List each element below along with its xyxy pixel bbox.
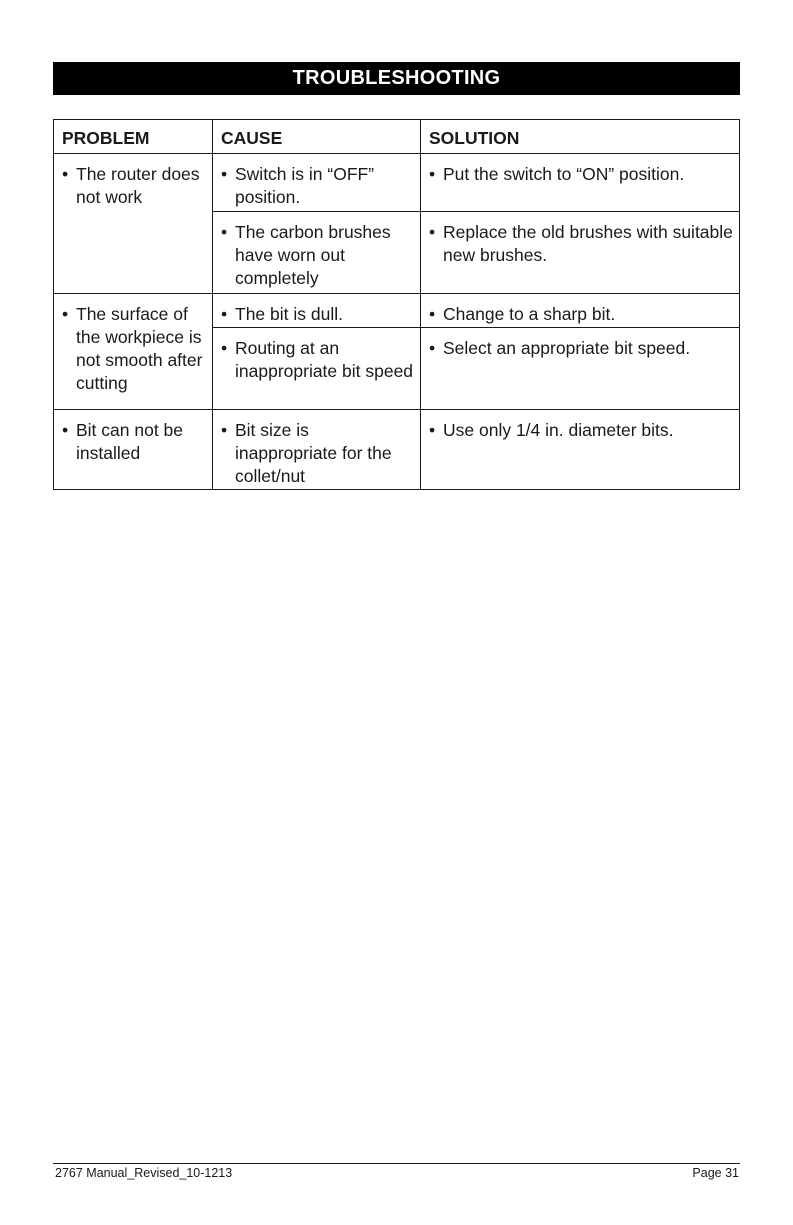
solution-cell <box>421 154 740 212</box>
cause-cell <box>213 154 421 212</box>
problem-text: The router does not work <box>76 164 200 207</box>
problem-text: The surface of the workpiece is not smooth after cutting <box>76 304 203 393</box>
cause-text: Bit size is inappropriate for the collet/nut <box>235 420 392 486</box>
solution-text: Put the switch to “ON” position. <box>443 164 685 184</box>
solution-text: Replace the old brushes with suitable new brushes. <box>443 222 733 265</box>
page-number: Page 31 <box>692 1166 739 1180</box>
solution-text: Select an appropriate bit speed. <box>443 338 691 358</box>
cause-text: Routing at an inappropriate bit speed <box>235 338 414 381</box>
bullet-icon: • <box>221 338 228 358</box>
footer-document-id: 2767 Manual_Revised_10-1213 <box>55 1166 233 1180</box>
cause-cell <box>213 212 421 294</box>
troubleshooting-table <box>53 119 740 490</box>
bullet-icon: • <box>221 164 228 184</box>
cause-cell <box>213 328 421 410</box>
bullet-icon: • <box>62 164 69 184</box>
page-title: TROUBLESHOOTING <box>53 62 740 95</box>
problem-cell <box>54 154 213 294</box>
bullet-icon: • <box>221 304 228 324</box>
cause-text: Switch is in “OFF” position. <box>235 164 375 207</box>
problem-cell <box>54 294 213 410</box>
bullet-icon: • <box>429 304 436 324</box>
bullet-icon: • <box>62 420 69 440</box>
table-header-row <box>54 120 740 154</box>
bullet-icon: • <box>429 164 436 184</box>
bullet-icon: • <box>221 420 228 440</box>
bullet-icon: • <box>221 222 228 242</box>
solution-text: Change to a sharp bit. <box>443 304 616 324</box>
table-row <box>54 294 740 328</box>
bullet-icon: • <box>429 338 436 358</box>
table-row <box>54 410 740 490</box>
solution-text: Use only 1/4 in. diameter bits. <box>443 420 674 440</box>
problem-text: Bit can not be installed <box>76 420 184 463</box>
cause-cell <box>213 294 421 328</box>
bullet-icon: • <box>429 222 436 242</box>
header-cause: CAUSE <box>213 120 421 154</box>
problem-cell <box>54 410 213 490</box>
cause-text: The bit is dull. <box>235 304 343 324</box>
bullet-icon: • <box>429 420 436 440</box>
cause-text: The carbon brushes have worn out completely <box>235 222 391 288</box>
table-row <box>54 154 740 212</box>
cause-cell <box>213 410 421 490</box>
solution-cell <box>421 294 740 328</box>
header-solution: SOLUTION <box>421 120 740 154</box>
footer-divider <box>53 1163 740 1164</box>
solution-cell <box>421 328 740 410</box>
bullet-icon: • <box>62 304 69 324</box>
solution-cell <box>421 212 740 294</box>
header-problem: PROBLEM <box>54 120 213 154</box>
solution-cell <box>421 410 740 490</box>
